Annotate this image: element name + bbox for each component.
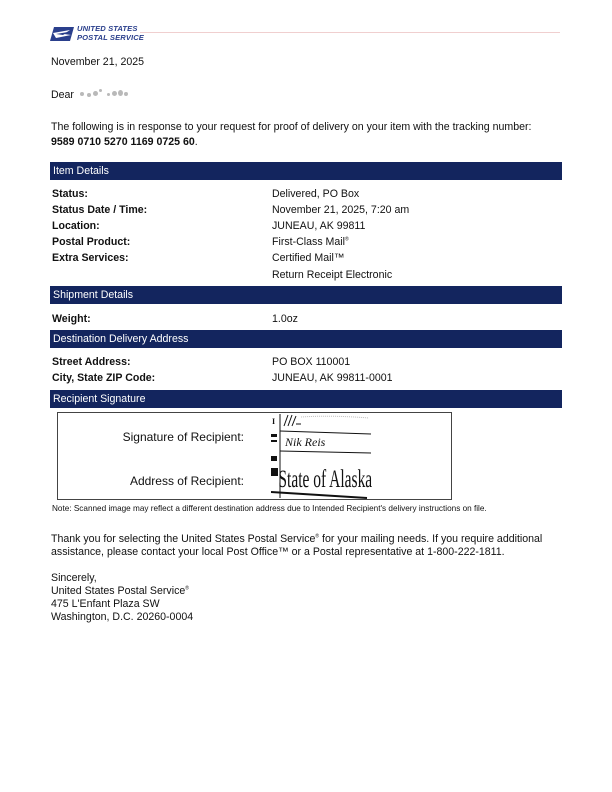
usps-logo [50,25,145,43]
tracking-number: 9589 0710 5270 1169 0725 60 [51,136,195,148]
signature-org [51,585,189,598]
row-label: Extra Services: [52,252,129,264]
row-value: Certified Mail™ [272,252,345,264]
registered-mark: ® [185,585,189,592]
detail-row-status [52,186,562,202]
row-value: JUNEAU, AK 99811 [272,220,366,232]
address-label: Address of Recipient: [129,474,244,488]
detail-row-location [52,218,562,234]
recipient-signature-header: Recipient Signature [50,390,562,408]
address-line-2: Washington, D.C. 20260-0004 [51,611,194,623]
intro-text: The following is in response to your request for proof of delivery on your item with the tracking number: [51,121,532,133]
scan-note: Note: Scanned image may reflect a different destination address due to Intended Recipient's delivery instructions on file. [52,504,487,513]
detail-row-extra-services-2 [52,267,562,283]
detail-row-city-state-zip [52,370,562,386]
row-label: Status: [52,188,88,200]
signature-box [57,412,452,500]
signature-handwriting: Nik Reis [285,435,326,449]
tracking-suffix: . [194,136,198,148]
row-label: Weight: [52,313,91,325]
address-handwriting: State of Alaska [278,465,373,494]
row-value: 1.0oz [272,313,298,325]
address-line-1: 475 L'Enfant Plaza SW [51,598,160,610]
sign-off: Sincerely, [51,572,97,584]
detail-row-weight [52,311,562,327]
svg-text:I: I [272,417,276,426]
thanks-text-1: Thank you for selecting the United States Postal Service [51,533,316,545]
row-value-wrap [272,234,349,250]
usps-eagle-icon [50,27,74,41]
row-value: PO BOX 110001 [272,356,351,368]
destination-address-header: Destination Delivery Address [50,330,562,348]
detail-row-street [52,354,562,370]
signature-scan-image [271,414,381,500]
detail-row-extra-services [52,250,562,266]
item-details-header: Item Details [50,162,562,180]
row-value: November 21, 2025, 7:20 am [272,204,410,216]
row-value: JUNEAU, AK 99811-0001 [272,372,393,384]
redacted-name [77,89,129,99]
salutation [51,89,129,102]
registered-mark: ® [344,236,349,243]
row-label: Street Address: [52,356,131,368]
row-label: Status Date / Time: [52,204,148,216]
logo-line-2: POSTAL SERVICE [77,32,144,42]
org-name: United States Postal Service [51,585,186,597]
logo-wordmark [77,25,144,42]
salutation-text: Dear [51,89,74,101]
letter-date: November 21, 2025 [51,56,145,68]
logo-line-1: UNITED STATES [77,24,138,33]
signature-label: Signature of Recipient: [122,430,244,444]
row-value: First-Class Mail [272,236,345,248]
row-value: Return Receipt Electronic [272,269,393,281]
detail-row-status-date [52,202,562,218]
row-value: Delivered, PO Box [272,188,360,200]
thank-you-paragraph [51,533,566,559]
row-label: Postal Product: [52,236,131,248]
registered-mark: ® [315,533,320,540]
thanks-text-2: for your mailing needs. If you require additional assistance, please contact your local Post Office™ or a Postal representative at 1-800-222-1811. [51,533,543,558]
detail-row-postal-product [52,234,562,250]
header-rule [140,32,560,33]
row-label: City, State ZIP Code: [52,372,156,384]
shipment-details-header: Shipment Details [50,286,562,304]
row-label: Location: [52,220,100,232]
tracking-line [51,136,198,149]
